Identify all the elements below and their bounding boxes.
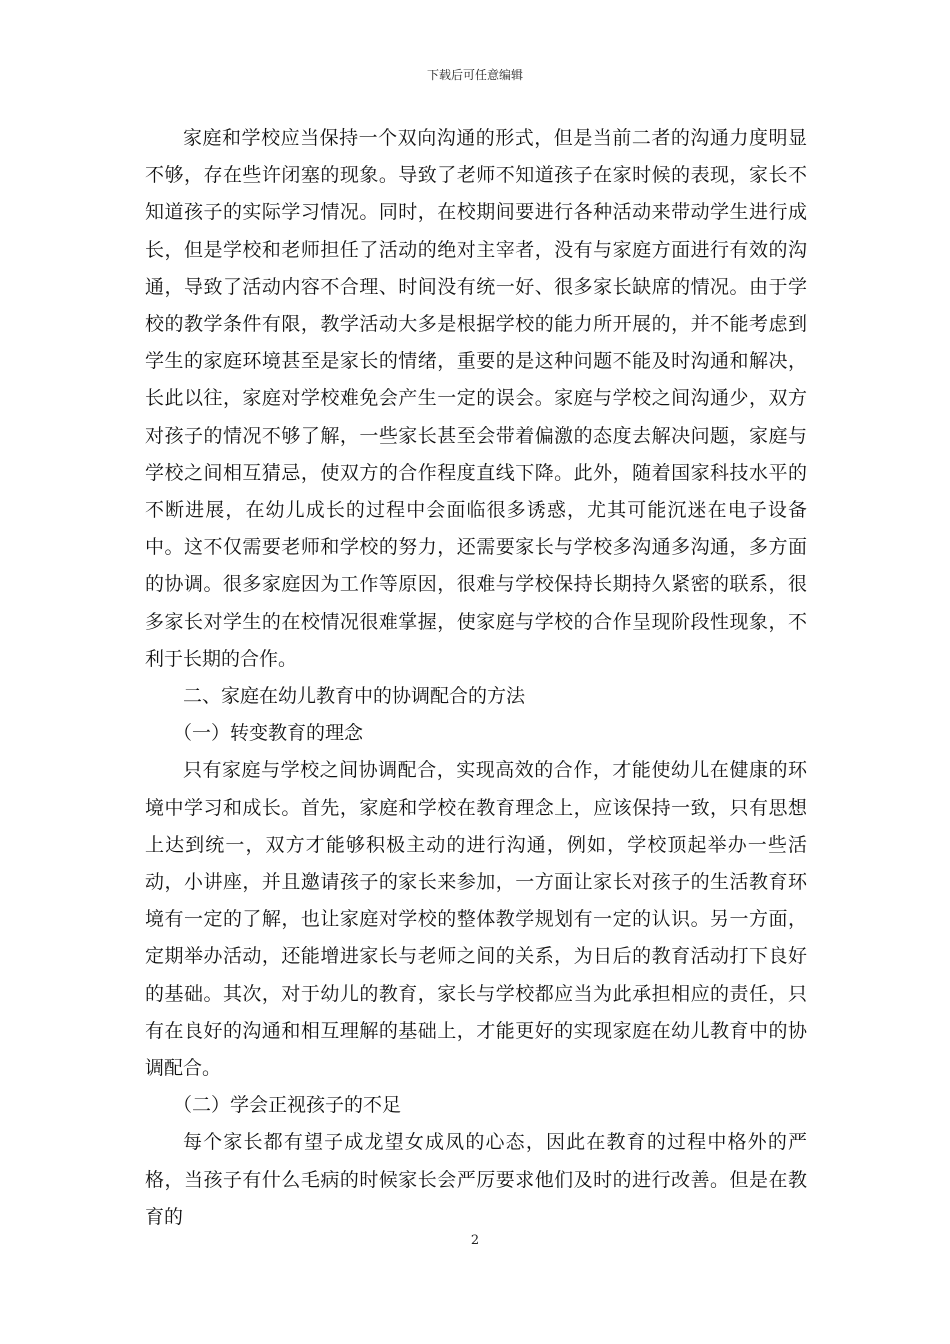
section-heading-methods: 二、家庭在幼儿教育中的协调配合的方法 (183, 685, 526, 708)
subsection-heading-concept: （一）转变教育的理念 (173, 722, 364, 745)
paragraph-communication-issues: 家庭和学校应当保持一个双向沟通的形式，但是当前二者的沟通力度明显不够，存在些许闭塞的现象。导致了老师不知道孩子在家时候的表现，家长不知道孩子的实际学习情况。同时，在校期间要进行各种活动来带动学生进行成长，但是学校和老师担任了活动的绝对主宰者，没有与家庭方面进行有效的沟通，导致了活动内容不合理、时间没有统一好、很多家长缺席的情况。由于学校的教学条件有限，教学活动大多是根据学校的能力所开展的，并不能考虑到学生的家庭环境甚至是家长的情绪，重要的是这种问题不能及时沟通和解决，长此以往，家庭对学校难免会产生一定的误会。家庭与学校之间沟通少，双方对孩子的情况不够了解，一些家长甚至会带着偏激的态度去解决问题，家庭与学校之间相互猜忌，使双方的合作程度直线下降。此外，随着国家科技水平的不断进展，在幼儿成长的过程中会面临很多诱惑，尤其可能沉迷在电子设备中。这不仅需要老师和学校的努力，还需要家长与学校多沟通多沟通，多方面的协调。很多家庭因为工作等原因，很难与学校保持长期持久紧密的联系，很多家长对学生的在校情况很难掌握，使家庭与学校的合作呈现阶段性现象，不利于长期的合作。 (145, 127, 807, 670)
paragraph-education-concept: 只有家庭与学校之间协调配合，实现高效的合作，才能使幼儿在健康的环境中学习和成长。首先，家庭和学校在教育理念上，应该保持一致，只有思想上达到统一，双方才能够积极主动的进行沟通，例如，学校顶起举办一些活动，小讲座，并且邀请孩子的家长来参加，一方面让家长对孩子的生活教育环境有一定的了解，也让家庭对学校的整体教学规划有一定的认识。另一方面，定期举办活动，还能增进家长与老师之间的关系，为日后的教育活动打下良好的基础。其次，对于幼儿的教育，家长与学校都应当为此承担相应的责任，只有在良好的沟通和相互理解的基础上，才能更好的实现家庭在幼儿教育中的协调配合。 (145, 759, 807, 1080)
page-number: 2 (470, 1233, 480, 1248)
document-body (145, 120, 807, 1236)
page-header: 下载后可任意编辑 (426, 68, 523, 82)
subsection-heading-shortcomings: （二）学会正视孩子的不足 (173, 1094, 402, 1117)
paragraph-parent-expectations: 每个家长都有望子成龙望女成凤的心态，因此在教育的过程中格外的严格，当孩子有什么毛病的时候家长会严厉要求他们及时的进行改善。但是在教育的 (145, 1131, 807, 1228)
